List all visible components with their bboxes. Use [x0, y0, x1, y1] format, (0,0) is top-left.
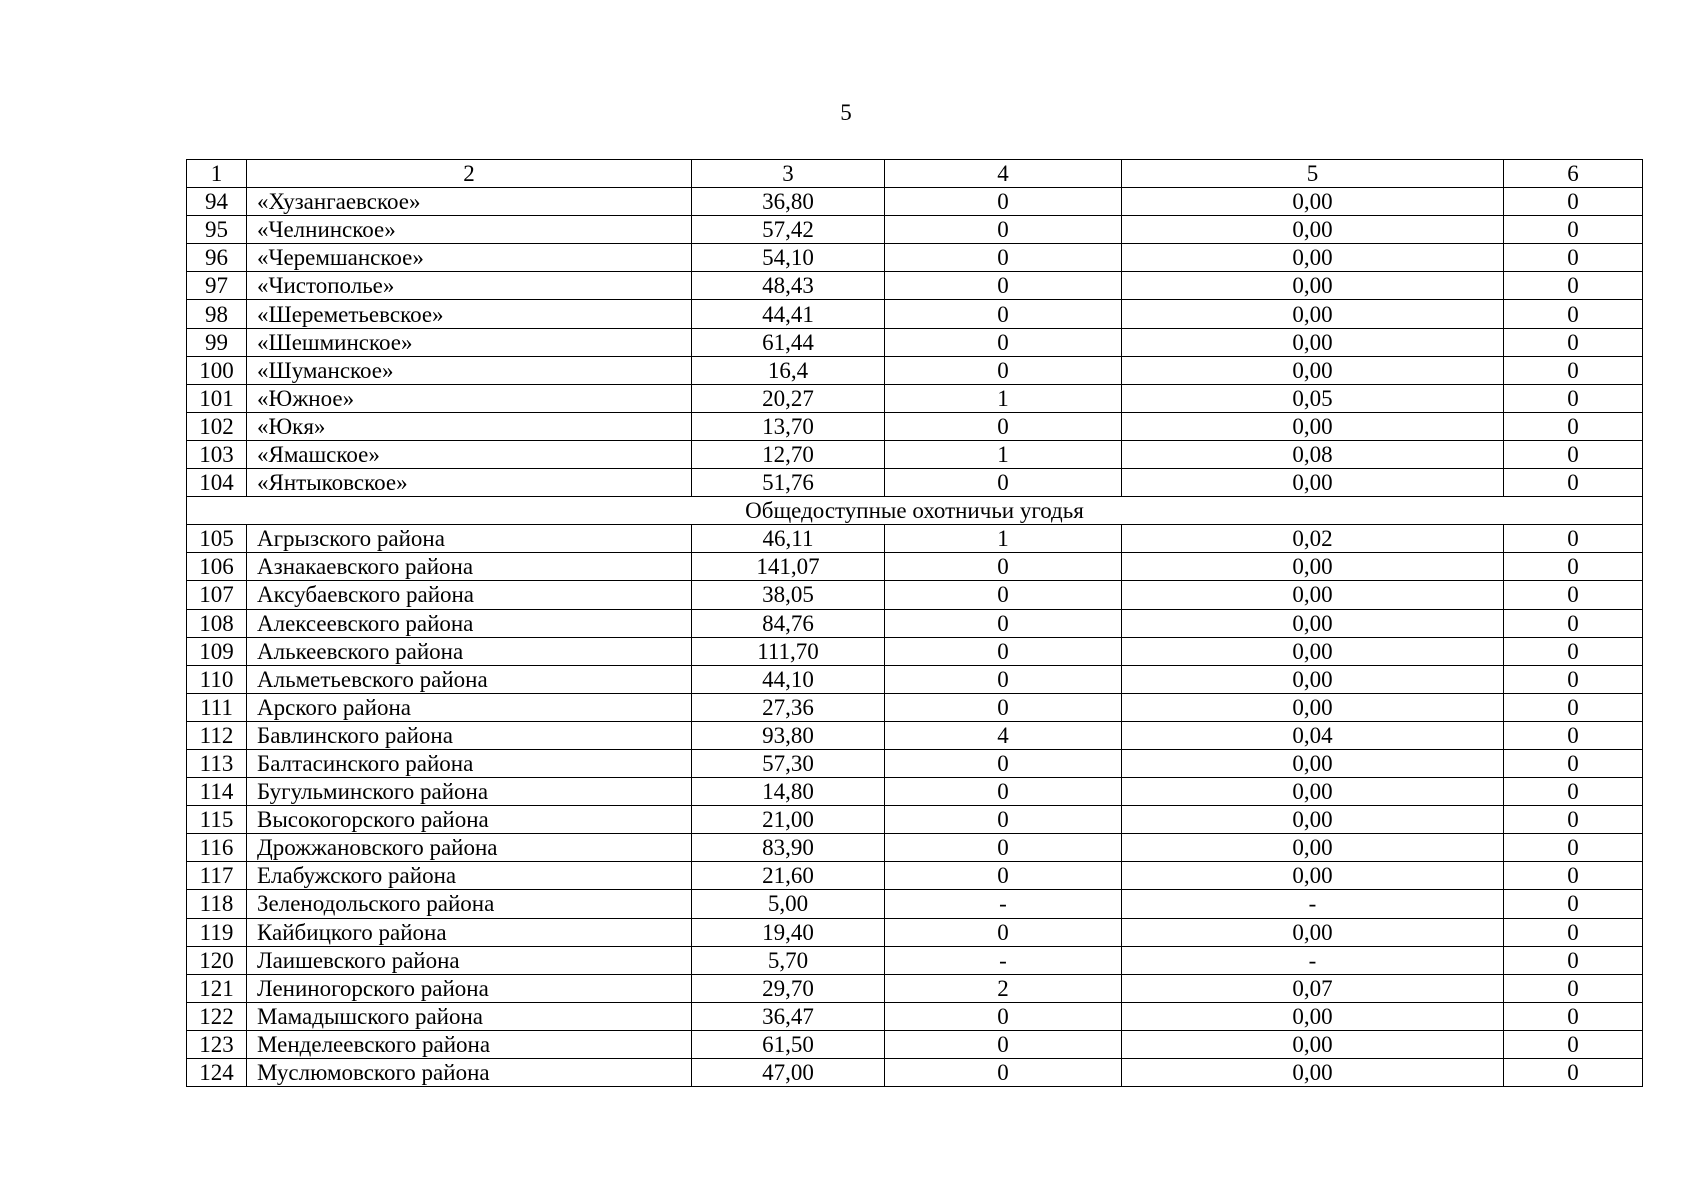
row-name-cell: Арского района	[247, 693, 692, 721]
table-row	[187, 384, 1643, 412]
header-cell: 5	[1122, 160, 1504, 188]
col4-cell: -	[885, 946, 1122, 974]
col4-cell: 0	[885, 328, 1122, 356]
row-number-cell: 123	[187, 1030, 247, 1058]
header-cell: 1	[187, 160, 247, 188]
col4-cell: 0	[885, 834, 1122, 862]
col4-cell: 0	[885, 188, 1122, 216]
table-row	[187, 328, 1643, 356]
col5-cell: 0,00	[1122, 272, 1504, 300]
row-name-cell: Муслюмовского района	[247, 1059, 692, 1087]
table-row	[187, 244, 1643, 272]
col4-cell: 0	[885, 609, 1122, 637]
col5-cell: -	[1122, 890, 1504, 918]
row-name-cell: Елабужского района	[247, 862, 692, 890]
col5-cell: 0,00	[1122, 412, 1504, 440]
col3-cell: 5,70	[692, 946, 885, 974]
col3-cell: 48,43	[692, 272, 885, 300]
row-name-cell: «Шуманское»	[247, 356, 692, 384]
table-row	[187, 356, 1643, 384]
col6-cell: 0	[1504, 637, 1643, 665]
table-row	[187, 216, 1643, 244]
col3-cell: 84,76	[692, 609, 885, 637]
table-row	[187, 890, 1643, 918]
row-name-cell: Бугульминского района	[247, 778, 692, 806]
col4-cell: 0	[885, 1002, 1122, 1030]
row-number-cell: 99	[187, 328, 247, 356]
row-number-cell: 118	[187, 890, 247, 918]
row-name-cell: Зеленодольского района	[247, 890, 692, 918]
row-number-cell: 117	[187, 862, 247, 890]
col4-cell: 0	[885, 216, 1122, 244]
col3-cell: 36,80	[692, 188, 885, 216]
row-name-cell: «Хузангаевское»	[247, 188, 692, 216]
col4-cell: 1	[885, 440, 1122, 468]
row-number-cell: 98	[187, 300, 247, 328]
table-row	[187, 1002, 1643, 1030]
row-name-cell: «Шереметьевское»	[247, 300, 692, 328]
col4-cell: 1	[885, 525, 1122, 553]
header-cell: 2	[247, 160, 692, 188]
col6-cell: 0	[1504, 749, 1643, 777]
col4-cell: 2	[885, 974, 1122, 1002]
col5-cell: 0,00	[1122, 862, 1504, 890]
col4-cell: 0	[885, 637, 1122, 665]
row-number-cell: 103	[187, 440, 247, 468]
col4-cell: 0	[885, 918, 1122, 946]
header-cell: 6	[1504, 160, 1643, 188]
col6-cell: 0	[1504, 188, 1643, 216]
col3-cell: 111,70	[692, 637, 885, 665]
table-row	[187, 749, 1643, 777]
col3-cell: 47,00	[692, 1059, 885, 1087]
table-row	[187, 693, 1643, 721]
col6-cell: 0	[1504, 665, 1643, 693]
col6-cell: 0	[1504, 974, 1643, 1002]
col4-cell: 0	[885, 862, 1122, 890]
col5-cell: 0,05	[1122, 384, 1504, 412]
col6-cell: 0	[1504, 356, 1643, 384]
row-number-cell: 95	[187, 216, 247, 244]
section-row	[187, 497, 1643, 525]
col4-cell: 0	[885, 553, 1122, 581]
row-number-cell: 100	[187, 356, 247, 384]
table-row	[187, 1059, 1643, 1087]
col3-cell: 57,30	[692, 749, 885, 777]
row-name-cell: «Южное»	[247, 384, 692, 412]
row-name-cell: Мамадышского района	[247, 1002, 692, 1030]
col3-cell: 57,42	[692, 216, 885, 244]
col6-cell: 0	[1504, 693, 1643, 721]
row-number-cell: 113	[187, 749, 247, 777]
col5-cell: 0,00	[1122, 693, 1504, 721]
table-row	[187, 525, 1643, 553]
col5-cell: 0,00	[1122, 665, 1504, 693]
col6-cell: 0	[1504, 1059, 1643, 1087]
row-number-cell: 104	[187, 469, 247, 497]
row-number-cell: 105	[187, 525, 247, 553]
col4-cell: 0	[885, 749, 1122, 777]
row-number-cell: 114	[187, 778, 247, 806]
col4-cell: 0	[885, 244, 1122, 272]
row-name-cell: Дрожжановского района	[247, 834, 692, 862]
table-row	[187, 553, 1643, 581]
col3-cell: 93,80	[692, 721, 885, 749]
col6-cell: 0	[1504, 216, 1643, 244]
col6-cell: 0	[1504, 328, 1643, 356]
header-cell: 4	[885, 160, 1122, 188]
col3-cell: 19,40	[692, 918, 885, 946]
table-row	[187, 609, 1643, 637]
col6-cell: 0	[1504, 412, 1643, 440]
col5-cell: 0,02	[1122, 525, 1504, 553]
col6-cell: 0	[1504, 918, 1643, 946]
table-row	[187, 918, 1643, 946]
col4-cell: 0	[885, 412, 1122, 440]
table-row	[187, 188, 1643, 216]
col5-cell: -	[1122, 946, 1504, 974]
data-table	[186, 159, 1643, 1087]
row-number-cell: 124	[187, 1059, 247, 1087]
row-name-cell: Алькеевского района	[247, 637, 692, 665]
col6-cell: 0	[1504, 1002, 1643, 1030]
col6-cell: 0	[1504, 525, 1643, 553]
col6-cell: 0	[1504, 244, 1643, 272]
col3-cell: 46,11	[692, 525, 885, 553]
row-name-cell: «Челнинское»	[247, 216, 692, 244]
table-row	[187, 637, 1643, 665]
row-name-cell: Бавлинского района	[247, 721, 692, 749]
table-row	[187, 665, 1643, 693]
col3-cell: 36,47	[692, 1002, 885, 1030]
table-row	[187, 974, 1643, 1002]
col4-cell: 0	[885, 665, 1122, 693]
col5-cell: 0,00	[1122, 553, 1504, 581]
row-name-cell: Лениногорского района	[247, 974, 692, 1002]
row-number-cell: 106	[187, 553, 247, 581]
col6-cell: 0	[1504, 834, 1643, 862]
row-name-cell: «Черемшанское»	[247, 244, 692, 272]
row-number-cell: 97	[187, 272, 247, 300]
col5-cell: 0,00	[1122, 216, 1504, 244]
row-name-cell: «Чистополье»	[247, 272, 692, 300]
col3-cell: 44,41	[692, 300, 885, 328]
col3-cell: 61,50	[692, 1030, 885, 1058]
col4-cell: 1	[885, 384, 1122, 412]
col5-cell: 0,00	[1122, 356, 1504, 384]
row-name-cell: Балтасинского района	[247, 749, 692, 777]
table-body	[187, 160, 1643, 1087]
col4-cell: 0	[885, 806, 1122, 834]
col5-cell: 0,00	[1122, 1030, 1504, 1058]
col3-cell: 38,05	[692, 581, 885, 609]
row-number-cell: 107	[187, 581, 247, 609]
col6-cell: 0	[1504, 469, 1643, 497]
col3-cell: 51,76	[692, 469, 885, 497]
col5-cell: 0,00	[1122, 918, 1504, 946]
col4-cell: 0	[885, 1030, 1122, 1058]
col5-cell: 0,00	[1122, 244, 1504, 272]
table-row	[187, 834, 1643, 862]
row-number-cell: 109	[187, 637, 247, 665]
col5-cell: 0,00	[1122, 637, 1504, 665]
table-row	[187, 778, 1643, 806]
col3-cell: 21,60	[692, 862, 885, 890]
row-number-cell: 108	[187, 609, 247, 637]
col3-cell: 44,10	[692, 665, 885, 693]
col4-cell: 0	[885, 581, 1122, 609]
col6-cell: 0	[1504, 384, 1643, 412]
col3-cell: 61,44	[692, 328, 885, 356]
row-name-cell: Высокогорского района	[247, 806, 692, 834]
header-row	[187, 160, 1643, 188]
table-row	[187, 1030, 1643, 1058]
col3-cell: 20,27	[692, 384, 885, 412]
col5-cell: 0,00	[1122, 1059, 1504, 1087]
col6-cell: 0	[1504, 806, 1643, 834]
col4-cell: 0	[885, 469, 1122, 497]
row-number-cell: 119	[187, 918, 247, 946]
page-number: 5	[840, 100, 852, 125]
col6-cell: 0	[1504, 609, 1643, 637]
row-name-cell: «Шешминское»	[247, 328, 692, 356]
row-number-cell: 122	[187, 1002, 247, 1030]
col3-cell: 54,10	[692, 244, 885, 272]
row-name-cell: «Ямашское»	[247, 440, 692, 468]
col5-cell: 0,00	[1122, 609, 1504, 637]
table-row	[187, 581, 1643, 609]
table-row	[187, 946, 1643, 974]
col6-cell: 0	[1504, 440, 1643, 468]
row-number-cell: 120	[187, 946, 247, 974]
col6-cell: 0	[1504, 272, 1643, 300]
col4-cell: -	[885, 890, 1122, 918]
row-name-cell: Альметьевского района	[247, 665, 692, 693]
table-row	[187, 440, 1643, 468]
col5-cell: 0,07	[1122, 974, 1504, 1002]
col5-cell: 0,00	[1122, 834, 1504, 862]
row-name-cell: Кайбицкого района	[247, 918, 692, 946]
section-title: Общедоступные охотничьи угодья	[187, 497, 1643, 525]
col4-cell: 0	[885, 272, 1122, 300]
header-cell: 3	[692, 160, 885, 188]
col5-cell: 0,00	[1122, 1002, 1504, 1030]
row-name-cell: Лаишевского района	[247, 946, 692, 974]
col4-cell: 0	[885, 300, 1122, 328]
col5-cell: 0,00	[1122, 581, 1504, 609]
row-number-cell: 112	[187, 721, 247, 749]
table-row	[187, 412, 1643, 440]
row-number-cell: 102	[187, 412, 247, 440]
col3-cell: 12,70	[692, 440, 885, 468]
col4-cell: 0	[885, 356, 1122, 384]
col3-cell: 21,00	[692, 806, 885, 834]
table-row	[187, 272, 1643, 300]
col5-cell: 0,00	[1122, 188, 1504, 216]
col6-cell: 0	[1504, 581, 1643, 609]
table-row	[187, 721, 1643, 749]
col3-cell: 14,80	[692, 778, 885, 806]
col6-cell: 0	[1504, 946, 1643, 974]
col6-cell: 0	[1504, 553, 1643, 581]
col4-cell: 0	[885, 778, 1122, 806]
row-name-cell: Менделеевского района	[247, 1030, 692, 1058]
col5-cell: 0,00	[1122, 778, 1504, 806]
row-number-cell: 111	[187, 693, 247, 721]
col3-cell: 29,70	[692, 974, 885, 1002]
row-name-cell: Азнакаевского района	[247, 553, 692, 581]
col5-cell: 0,04	[1122, 721, 1504, 749]
table-row	[187, 300, 1643, 328]
row-name-cell: Агрызского района	[247, 525, 692, 553]
table-row	[187, 469, 1643, 497]
col5-cell: 0,08	[1122, 440, 1504, 468]
col6-cell: 0	[1504, 721, 1643, 749]
row-number-cell: 96	[187, 244, 247, 272]
col3-cell: 141,07	[692, 553, 885, 581]
col6-cell: 0	[1504, 862, 1643, 890]
col3-cell: 13,70	[692, 412, 885, 440]
row-number-cell: 116	[187, 834, 247, 862]
col5-cell: 0,00	[1122, 806, 1504, 834]
row-number-cell: 121	[187, 974, 247, 1002]
row-number-cell: 115	[187, 806, 247, 834]
table-row	[187, 806, 1643, 834]
col3-cell: 27,36	[692, 693, 885, 721]
col4-cell: 0	[885, 693, 1122, 721]
col6-cell: 0	[1504, 890, 1643, 918]
col3-cell: 16,4	[692, 356, 885, 384]
col5-cell: 0,00	[1122, 469, 1504, 497]
col5-cell: 0,00	[1122, 749, 1504, 777]
row-name-cell: Алексеевского района	[247, 609, 692, 637]
col3-cell: 83,90	[692, 834, 885, 862]
row-number-cell: 110	[187, 665, 247, 693]
col4-cell: 4	[885, 721, 1122, 749]
row-number-cell: 101	[187, 384, 247, 412]
col6-cell: 0	[1504, 1030, 1643, 1058]
row-name-cell: Аксубаевского района	[247, 581, 692, 609]
row-name-cell: «Юкя»	[247, 412, 692, 440]
col4-cell: 0	[885, 1059, 1122, 1087]
col6-cell: 0	[1504, 300, 1643, 328]
col3-cell: 5,00	[692, 890, 885, 918]
col5-cell: 0,00	[1122, 300, 1504, 328]
row-number-cell: 94	[187, 188, 247, 216]
row-name-cell: «Янтыковское»	[247, 469, 692, 497]
col5-cell: 0,00	[1122, 328, 1504, 356]
table-row	[187, 862, 1643, 890]
col6-cell: 0	[1504, 778, 1643, 806]
